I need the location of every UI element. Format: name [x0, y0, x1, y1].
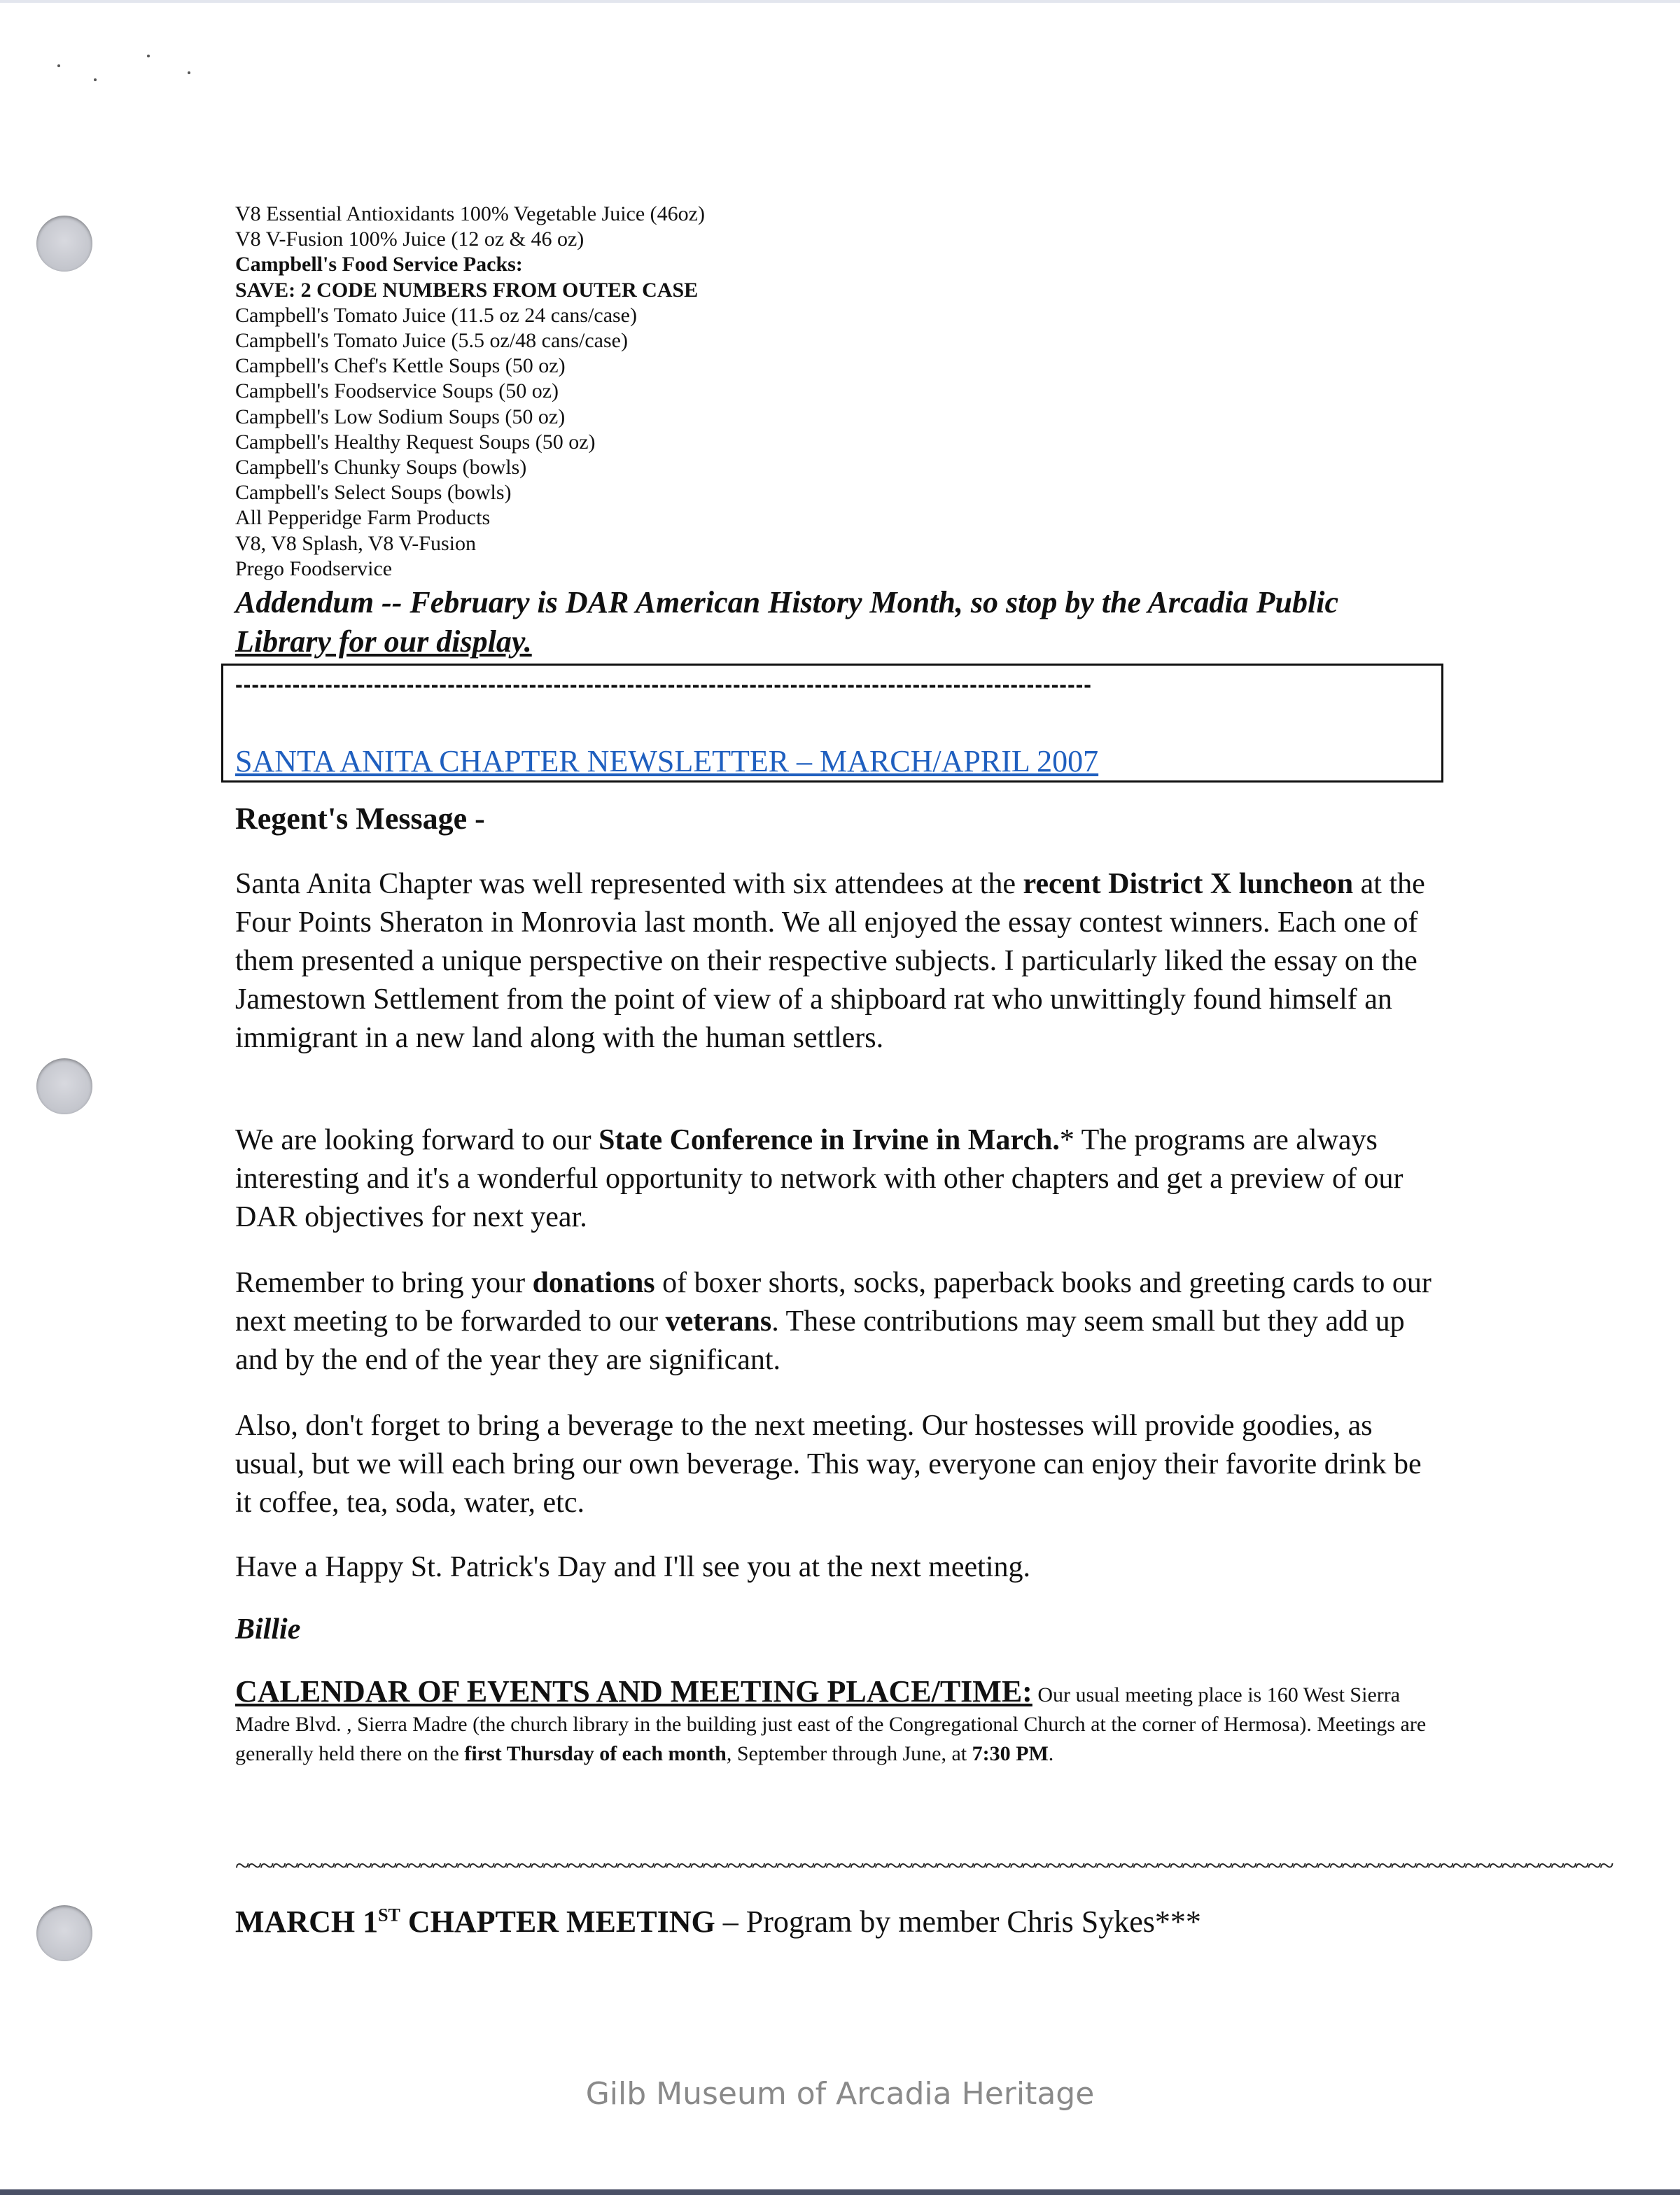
product-list-item: V8, V8 Splash, V8 V-Fusion — [235, 531, 476, 555]
product-list-item: V8 Essential Antioxidants 100% Vegetable Juice (46oz) — [235, 202, 705, 225]
meeting-title: CHAPTER MEETING — [400, 1905, 715, 1939]
paragraph-st-patricks: Have a Happy St. Patrick's Day and I'll see you at the next meeting. — [235, 1551, 1030, 1583]
signature: Billie — [235, 1613, 301, 1646]
march-meeting-heading — [235, 1904, 1201, 1940]
product-list-item: Campbell's Foodservice Soups (50 oz) — [235, 379, 559, 403]
paragraph-donations — [235, 1264, 1439, 1380]
binder-hole-top — [36, 216, 92, 272]
paragraph-beverage: Also, don't forget to bring a beverage to the next meeting. Our hostesses will provide goodies, as usual, but we will each bring our own beverage. This way, everyone can enjoy their favorite drink be it coffee, tea, soda, water, etc. — [235, 1410, 1422, 1519]
newsletter-title: SANTA ANITA CHAPTER NEWSLETTER – MARCH/APRIL 2007 — [235, 744, 1099, 778]
museum-watermark: Gilb Museum of Arcadia Heritage — [585, 2076, 1095, 2112]
calendar-heading: CALENDAR OF EVENTS AND MEETING PLACE/TIME: — [235, 1674, 1032, 1709]
scan-speck — [57, 64, 60, 67]
text-run: at the Four Points Sheraton in Monrovia last month. We all enjoyed the essay contest winners. Each one of them presented a unique perspective on their respective subjects. I particularly liked the essay on the Jamestown Settlement from the point of view of a shipboard rat who unwittingly found himself an immigrant in a new land along with the human settlers. — [235, 868, 1425, 1054]
binder-hole-bottom — [36, 1905, 92, 1961]
page-top-edge — [0, 0, 1680, 3]
addendum-line2: Library for our display. — [235, 624, 532, 659]
product-list — [235, 202, 1453, 582]
addendum-line1: Addendum -- February is DAR American History Month, so stop by the Arcadia Public — [235, 585, 1338, 620]
dashed-divider: --------------------------------------------------------------------------------------------------------- — [235, 672, 1092, 697]
emphasis-text: recent District X luncheon — [1023, 868, 1354, 900]
product-list-item: All Pepperidge Farm Products — [235, 506, 491, 530]
product-list-item: V8 V-Fusion 100% Juice (12 oz & 46 oz) — [235, 227, 584, 251]
product-list-item: SAVE: 2 CODE NUMBERS FROM OUTER CASE — [235, 278, 699, 302]
product-list-item: Campbell's Low Sodium Soups (50 oz) — [235, 405, 566, 428]
meeting-title-suffix: ST — [378, 1905, 400, 1926]
calendar-section — [235, 1674, 1439, 1769]
emphasis-text: 7:30 PM — [972, 1742, 1049, 1765]
product-list-item: Campbell's Tomato Juice (5.5 oz/48 cans/case) — [235, 329, 628, 353]
product-list-item: Prego Foodservice — [235, 556, 393, 580]
text-run: . — [1048, 1742, 1054, 1765]
text-run: We are looking forward to our — [235, 1124, 599, 1156]
text-run: Remember to bring your — [235, 1267, 533, 1299]
product-list-item: Campbell's Food Service Packs: — [235, 253, 523, 276]
emphasis-text: donations — [532, 1267, 655, 1299]
meeting-program: – Program by member Chris Sykes*** — [715, 1905, 1201, 1939]
text-run: Our usual meeting place is 160 West Sierra Madre Blvd. , Sierra Madre (the church library in the building just east of the Congregational Church at the corner of Hermosa). Meetings are generally held there on the — [235, 1683, 1427, 1765]
product-section — [235, 202, 1453, 661]
product-list-item: Campbell's Healthy Request Soups (50 oz) — [235, 430, 596, 454]
text-run: of boxer shorts, socks, paperback books and greeting cards to our next meeting to be forwarded to our — [235, 1267, 1432, 1338]
text-run: Santa Anita Chapter was well represented with six attendees at the — [235, 868, 1023, 900]
text-run: . These contributions may seem small but they add up and by the end of the year they are significant. — [235, 1305, 1405, 1376]
product-list-item: Campbell's Chunky Soups (bowls) — [235, 456, 527, 479]
binder-hole-middle — [36, 1058, 92, 1114]
paragraph-state-conference — [235, 1121, 1439, 1237]
product-list-item: Campbell's Select Soups (bowls) — [235, 481, 512, 505]
scan-speck — [94, 78, 97, 81]
emphasis-text: State Conference in Irvine in March. — [598, 1124, 1060, 1156]
scan-speck — [188, 71, 190, 74]
emphasis-text: first Thursday of each month — [464, 1742, 727, 1765]
emphasis-text: veterans — [665, 1305, 772, 1338]
page-bottom-edge — [0, 2189, 1680, 2195]
text-run: * The programs are always interesting and it's a wonderful opportunity to network with other chapters and get a preview of our DAR objectives for next year. — [235, 1124, 1404, 1233]
addendum — [235, 583, 1453, 661]
scan-speck — [147, 55, 150, 57]
wavy-divider: ~~~~~~~~~~~~~~~~~~~~~~~~~~~~~~~~~~~~~~~~~~~~~~~~~~~~~~~~~~~~~~~~~~~~~~~~~~~~~~~~~~~~~~~~~~~~~~~~~~~~~~~~~~~~~~~~ — [235, 1851, 1612, 1881]
regent-heading: Regent's Message - — [235, 801, 485, 836]
product-list-item: Campbell's Chef's Kettle Soups (50 oz) — [235, 354, 566, 378]
meeting-title: MARCH 1 — [235, 1905, 379, 1939]
product-list-item: Campbell's Tomato Juice (11.5 oz 24 cans/case) — [235, 303, 637, 327]
text-run: , September through June, at — [726, 1742, 972, 1765]
paragraph-district-luncheon — [235, 865, 1439, 1058]
